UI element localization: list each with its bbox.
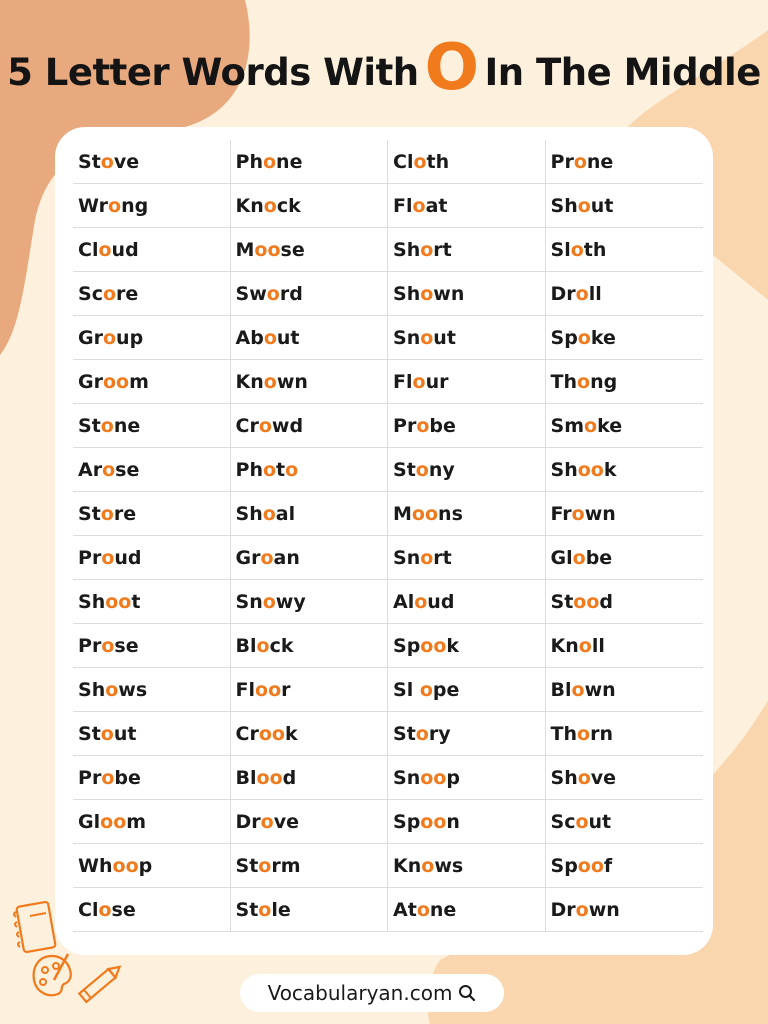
word-cell: Gl o o m	[73, 800, 231, 844]
word-cell: St o ny	[388, 448, 546, 492]
word-cell: Gr o o m	[73, 360, 231, 404]
word-cell: Sn o o p	[388, 756, 546, 800]
word-cell: Cr o o k	[231, 712, 389, 756]
word-cell: M o o se	[231, 228, 389, 272]
word-cell: Th o ng	[546, 360, 704, 404]
word-cell: Kn o ll	[546, 624, 704, 668]
site-name[interactable]: Vocabularyan.com	[267, 981, 453, 1005]
word-cell: Bl o wn	[546, 668, 704, 712]
word-cell: St o ut	[73, 712, 231, 756]
word-cell: Dr o ve	[231, 800, 389, 844]
word-cell: Cr o wd	[231, 404, 389, 448]
pencil-icon	[72, 960, 128, 1008]
title-prefix: 5 Letter Words With	[7, 50, 419, 94]
word-cell: Dr o ll	[546, 272, 704, 316]
word-cell: Sh o o k	[546, 448, 704, 492]
word-cell: Sh o wn	[388, 272, 546, 316]
word-cell: Fl o at	[388, 184, 546, 228]
word-cell: Sh o ve	[546, 756, 704, 800]
page-title	[0, 30, 768, 114]
word-cell: Sp o o k	[388, 624, 546, 668]
word-cell: St o o d	[546, 580, 704, 624]
word-cell: St o rm	[231, 844, 389, 888]
word-cell: Cl o ud	[73, 228, 231, 272]
word-cell: Gl o be	[546, 536, 704, 580]
word-cell: Fl o ur	[388, 360, 546, 404]
word-cell: Ph o t o	[231, 448, 389, 492]
word-cell: Pr o be	[388, 404, 546, 448]
word-cell: Sp o o f	[546, 844, 704, 888]
word-cell: Th o rn	[546, 712, 704, 756]
word-cell: Cl o se	[73, 888, 231, 932]
palette-icon	[28, 950, 76, 1002]
title-highlight-letter: O	[424, 31, 479, 105]
word-cell: Dr o wn	[546, 888, 704, 932]
word-cell: Al o ud	[388, 580, 546, 624]
word-cell: Bl o ck	[231, 624, 389, 668]
word-cell: Fr o wn	[546, 492, 704, 536]
word-cell: Pr o ne	[546, 140, 704, 184]
word-cell: Ar o se	[73, 448, 231, 492]
notebook-icon	[10, 898, 58, 956]
word-cell: Kn o wn	[231, 360, 389, 404]
word-cell: M o o ns	[388, 492, 546, 536]
word-cell: Sn o rt	[388, 536, 546, 580]
word-cell: Pr o be	[73, 756, 231, 800]
word-cell: Kn o ws	[388, 844, 546, 888]
word-cell: Sl o pe	[388, 668, 546, 712]
word-cell: Wh o o p	[73, 844, 231, 888]
search-icon[interactable]	[458, 984, 476, 1002]
word-cell: Kn o ck	[231, 184, 389, 228]
word-cell: St o ve	[73, 140, 231, 184]
word-cell: Ab o ut	[231, 316, 389, 360]
word-cell: Wr o ng	[73, 184, 231, 228]
word-cell: Sc o ut	[546, 800, 704, 844]
word-cell: Bl o o d	[231, 756, 389, 800]
word-cell: Cl o th	[388, 140, 546, 184]
word-cell: Gr o up	[73, 316, 231, 360]
word-cell: St o ne	[73, 404, 231, 448]
word-cell: Sp o o n	[388, 800, 546, 844]
word-cell: Sw o rd	[231, 272, 389, 316]
word-cell: Sm o ke	[546, 404, 704, 448]
word-cell: Sh o o t	[73, 580, 231, 624]
word-cell: Sh o rt	[388, 228, 546, 272]
word-cell: Pr o se	[73, 624, 231, 668]
word-cell: Sh o ws	[73, 668, 231, 712]
word-cell: Pr o ud	[73, 536, 231, 580]
title-suffix: In The Middle	[484, 50, 761, 94]
word-cell: Sn o ut	[388, 316, 546, 360]
word-cell: Sh o ut	[546, 184, 704, 228]
word-cell: Fl o o r	[231, 668, 389, 712]
word-cell: Gr o an	[231, 536, 389, 580]
word-cell: St o le	[231, 888, 389, 932]
word-grid	[73, 140, 703, 932]
word-cell: Sh o al	[231, 492, 389, 536]
site-badge[interactable]	[240, 974, 504, 1012]
word-cell: Sl o th	[546, 228, 704, 272]
word-cell: Ph o ne	[231, 140, 389, 184]
word-cell: Sn o wy	[231, 580, 389, 624]
word-cell: St o re	[73, 492, 231, 536]
word-cell: Sp o ke	[546, 316, 704, 360]
word-cell: Sc o re	[73, 272, 231, 316]
word-cell: At o ne	[388, 888, 546, 932]
word-cell: St o ry	[388, 712, 546, 756]
